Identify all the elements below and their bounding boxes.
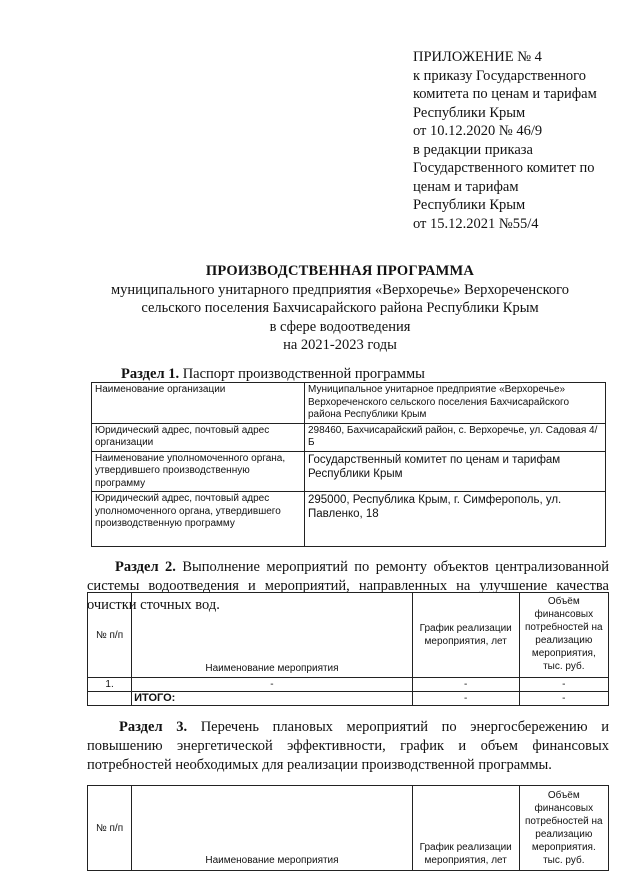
header-num: № п/п	[88, 786, 132, 871]
program-subtitle-line: муниципального унитарного предприятия «Верхоречье» Верхореченского	[110, 281, 570, 298]
passport-value: Государственный комитет по ценам и тарифам Республики Крым	[305, 451, 606, 492]
header-schedule: График реализации мероприятия, лет	[412, 786, 519, 871]
appendix-line: от 15.12.2021 №55/4	[413, 215, 539, 232]
passport-value: 295000, Республика Крым, г. Симферополь, ул. Павленко, 18	[305, 492, 606, 547]
appendix-line: к приказу Государственного	[413, 67, 586, 84]
table-row	[88, 678, 609, 692]
section3-text: Перечень плановых мероприятий по энергосбережению и повышению энергетической эффективности, график и объем финансовых потребностей необходимых для реализации производственной программы.	[87, 719, 609, 773]
program-subtitle-line: сельского поселения Бахчисарайского района Республики Крым	[141, 300, 539, 316]
header-num: № п/п	[88, 593, 132, 678]
passport-label: Наименование организации	[92, 383, 305, 424]
header-finance: Объём финансовых потребностей на реализацию мероприятия. тыс. руб.	[519, 786, 608, 871]
table-row	[92, 492, 606, 547]
passport-label: Юридический адрес, почтовый адрес организации	[92, 423, 305, 451]
header-name: Наименование мероприятия	[132, 593, 413, 678]
table-row	[92, 383, 606, 424]
section2-label: Раздел 2.	[115, 559, 176, 575]
total-schedule: -	[412, 692, 519, 706]
cell-name: -	[132, 678, 413, 692]
total-label: ИТОГО:	[132, 692, 413, 706]
passport-table	[91, 382, 606, 547]
appendix-line: Республики Крым	[413, 104, 526, 121]
appendix-line: ценам и тарифам	[413, 178, 519, 195]
appendix-block	[413, 48, 628, 233]
cell-finance: -	[519, 678, 608, 692]
appendix-line: Республики Крым	[413, 197, 526, 213]
table-total-row	[88, 692, 609, 706]
appendix-line: комитета по ценам и тарифам	[413, 86, 597, 102]
table-header-row	[88, 593, 609, 678]
table-row	[92, 423, 606, 451]
appendix-line: ПРИЛОЖЕНИЕ № 4	[413, 49, 542, 65]
passport-label: Юридический адрес, почтовый адрес уполномоченного органа, утвердившего производственную программу	[92, 492, 305, 547]
cell-num: 1.	[88, 678, 132, 692]
passport-label: Наименование уполномоченного органа, утвердившего производственную программу	[92, 451, 305, 492]
header-finance: Объём финансовых потребностей на реализацию мероприятия, тыс. руб.	[519, 593, 608, 678]
program-subtitle-line: в сфере водоотведения	[269, 318, 411, 335]
section1-heading	[121, 366, 425, 383]
section1-title: Паспорт производственной программы	[182, 366, 425, 382]
cell-schedule: -	[412, 678, 519, 692]
section2-table	[87, 592, 609, 706]
section3-table	[87, 785, 609, 871]
header-schedule: График реализации мероприятия, лет	[412, 593, 519, 678]
section1-label: Раздел 1.	[121, 366, 180, 382]
table-row	[92, 451, 606, 492]
cell-num	[88, 692, 132, 706]
total-finance: -	[519, 692, 608, 706]
appendix-line: в редакции приказа	[413, 141, 533, 158]
header-name: Наименование мероприятия	[132, 786, 413, 871]
table-header-row	[88, 786, 609, 871]
section2-text: Выполнение мероприятий по ремонту объектов централизованной системы водоотведения и мероприятий, направленных на улучшение качества очистки сточных вод.	[87, 559, 610, 613]
program-subtitle-line: на 2021-2023 годы	[283, 337, 397, 353]
appendix-line: от 10.12.2020 № 46/9	[413, 123, 543, 139]
section3-label: Раздел 3.	[119, 719, 188, 735]
section3-paragraph	[87, 718, 609, 775]
passport-value: Муниципальное унитарное предприятие «Верхоречье» Верхореченского сельского поселения Бахчисарайского района Республики Крым	[305, 383, 606, 424]
program-title	[40, 262, 640, 355]
passport-value: 298460, Бахчисарайский район, с. Верхоречье, ул. Садовая 4/Б	[305, 423, 606, 451]
program-heading: ПРОИЗВОДСТВЕННАЯ ПРОГРАММА	[205, 263, 475, 279]
appendix-line: Государственного комитет по	[413, 160, 595, 176]
